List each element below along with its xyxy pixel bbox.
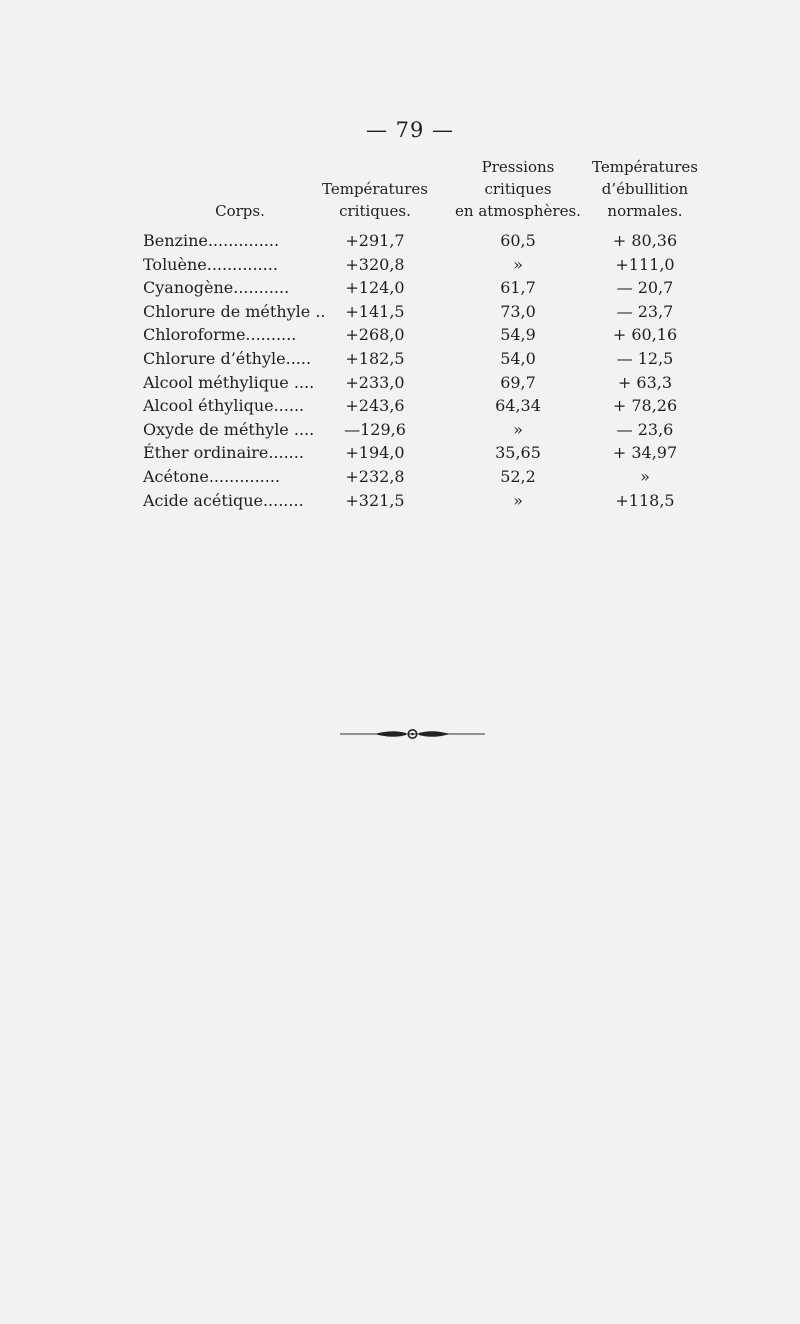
- table-row: [0, 300, 800, 324]
- cell-corps: Toluène..............: [143, 254, 278, 274]
- cell-temperature-critique: +268,0: [345, 325, 405, 345]
- cell-temperature-ebullition: »: [640, 466, 650, 486]
- cell-corps: Chloroforme..........: [143, 325, 297, 345]
- cell-temperature-ebullition: — 20,7: [616, 278, 674, 298]
- cell-temperature-critique: —129,6: [344, 419, 406, 439]
- cell-temperature-critique: +321,5: [345, 490, 405, 510]
- cell-temperature-ebullition: +111,0: [615, 254, 675, 274]
- header-line: Températures: [322, 180, 428, 198]
- header-corps: [190, 200, 290, 222]
- cell-temperature-ebullition: + 78,26: [612, 396, 678, 416]
- cell-temperature-ebullition: + 34,97: [612, 443, 678, 463]
- cell-corps: Alcool éthylique......: [143, 396, 305, 416]
- header-line: en atmosphères.: [455, 202, 581, 220]
- table-row: [0, 229, 800, 253]
- cell-temperature-critique: +182,5: [345, 348, 405, 368]
- cell-corps: Oxyde de méthyle ....: [143, 419, 315, 439]
- cell-pression-critique: 52,2: [500, 466, 536, 486]
- cell-corps: Alcool méthylique ....: [143, 372, 315, 392]
- tailpiece-ornament-icon: [340, 726, 485, 742]
- cell-temperature-critique: +124,0: [345, 278, 405, 298]
- table-row: [0, 489, 800, 513]
- table-row: [0, 441, 800, 465]
- header-line: normales.: [607, 202, 683, 220]
- cell-temperature-ebullition: + 80,36: [612, 231, 678, 250]
- cell-pression-critique: »: [513, 419, 523, 439]
- header-line: d’ébullition: [601, 180, 689, 198]
- table-row: [0, 253, 800, 277]
- cell-temperature-critique: +233,0: [345, 372, 405, 392]
- header-pressions-critiques: [448, 156, 588, 222]
- table-row: [0, 323, 800, 347]
- header-line: critiques: [484, 180, 552, 198]
- table-row: [0, 394, 800, 418]
- table-row: [0, 276, 800, 300]
- data-table: [0, 229, 800, 512]
- cell-temperature-critique: +243,6: [345, 396, 405, 416]
- cell-corps: Acétone..............: [143, 466, 281, 486]
- page-number: — 79 —: [365, 118, 455, 142]
- header-temperatures-critiques: [305, 178, 445, 222]
- header-line: critiques.: [339, 202, 411, 220]
- header-line: Corps.: [215, 202, 265, 220]
- cell-pression-critique: 35,65: [495, 443, 541, 463]
- cell-pression-critique: 64,34: [495, 396, 541, 416]
- cell-temperature-critique: +194,0: [345, 443, 405, 463]
- cell-pression-critique: »: [513, 490, 523, 510]
- cell-temperature-critique: +141,5: [345, 301, 405, 321]
- table-row: [0, 347, 800, 371]
- cell-temperature-critique: +232,8: [345, 466, 405, 486]
- cell-temperature-ebullition: + 63,3: [617, 372, 673, 392]
- cell-pression-critique: 73,0: [500, 301, 536, 321]
- cell-temperature-critique: +291,7: [345, 231, 405, 250]
- cell-pression-critique: »: [513, 254, 523, 274]
- cell-pression-critique: 61,7: [500, 278, 536, 298]
- cell-temperature-ebullition: +118,5: [615, 490, 675, 510]
- cell-corps: Cyanogène...........: [143, 278, 290, 298]
- table-row: [0, 418, 800, 442]
- cell-temperature-ebullition: — 23,6: [616, 419, 674, 439]
- table-row: [0, 371, 800, 395]
- cell-temperature-critique: +320,8: [345, 254, 405, 274]
- cell-pression-critique: 54,0: [500, 348, 536, 368]
- cell-corps: Chlorure d’éthyle.....: [143, 348, 312, 368]
- cell-pression-critique: 54,9: [500, 325, 536, 345]
- cell-pression-critique: 69,7: [500, 372, 536, 392]
- header-line: Pressions: [481, 158, 555, 176]
- cell-temperature-ebullition: + 60,16: [612, 325, 678, 345]
- cell-temperature-ebullition: — 12,5: [616, 348, 674, 368]
- header-line: Températures: [592, 158, 698, 176]
- header-temperatures-ebullition: [580, 156, 710, 222]
- cell-corps: Éther ordinaire.......: [143, 443, 304, 463]
- cell-corps: Acide acétique........: [143, 490, 304, 510]
- cell-corps: Benzine..............: [143, 231, 280, 250]
- cell-temperature-ebullition: — 23,7: [616, 301, 674, 321]
- table-row: [0, 465, 800, 489]
- cell-corps: Chlorure de méthyle ..: [143, 301, 326, 321]
- cell-pression-critique: 60,5: [500, 231, 536, 250]
